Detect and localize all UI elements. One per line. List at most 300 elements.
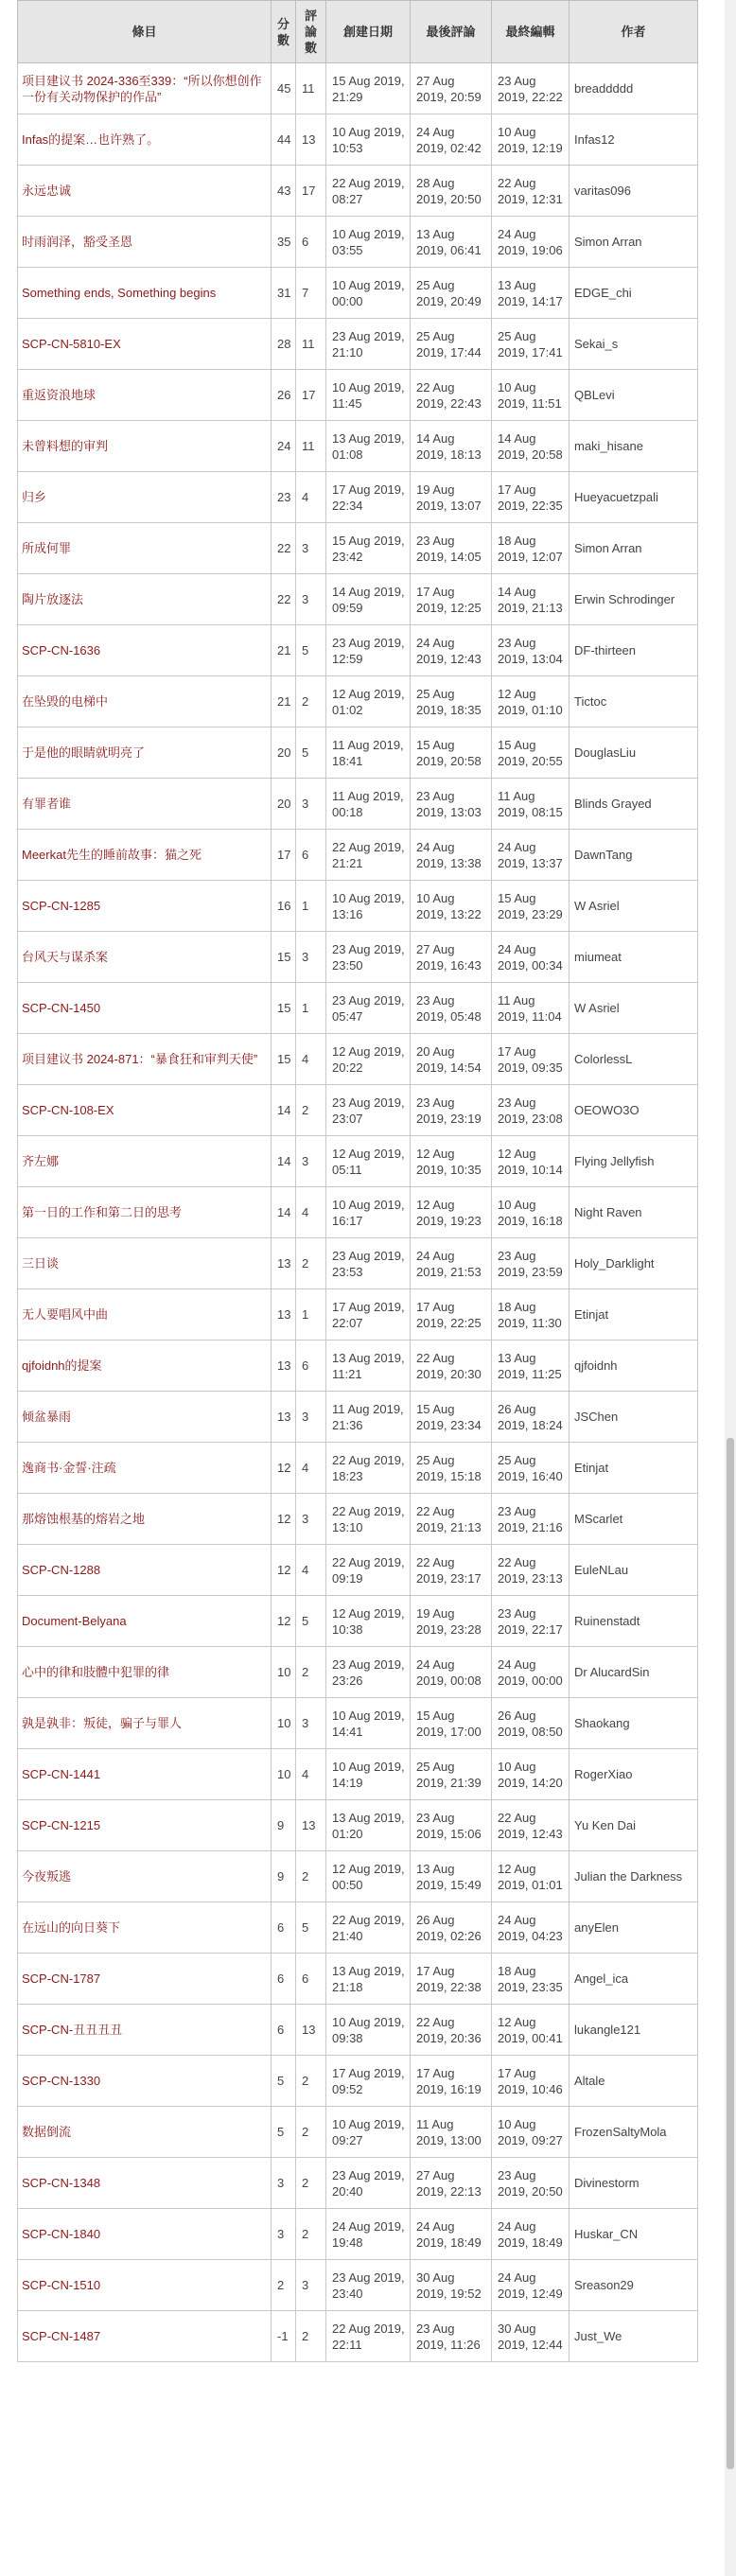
last-edit-cell: 25 Aug 2019, 17:41 [492, 319, 570, 370]
title-cell [18, 1238, 272, 1289]
page-title-link[interactable]: SCP-CN-1215 [22, 1818, 101, 1832]
created-date-cell: 17 Aug 2019, 22:34 [326, 472, 411, 523]
table-row [18, 1187, 698, 1238]
score-cell: 9 [272, 1851, 296, 1902]
page-title-link[interactable]: 于是他的眼睛就明亮了 [22, 745, 146, 760]
page-title-link[interactable]: SCP-CN-丑丑丑丑 [22, 2023, 123, 2037]
title-cell [18, 1698, 272, 1749]
page-title-link[interactable]: SCP-CN-1510 [22, 2278, 101, 2292]
comments-cell: 2 [296, 2107, 326, 2158]
last-comment-cell: 19 Aug 2019, 13:07 [411, 472, 492, 523]
last-comment-cell: 15 Aug 2019, 17:00 [411, 1698, 492, 1749]
author-cell: Simon Arran [570, 217, 698, 268]
page-title-link[interactable]: SCP-CN-5810-EX [22, 337, 121, 351]
score-cell: 12 [272, 1545, 296, 1596]
page-title-link[interactable]: Something ends, Something begins [22, 286, 217, 300]
last-comment-cell: 24 Aug 2019, 02:42 [411, 114, 492, 166]
comments-cell: 17 [296, 166, 326, 217]
author-cell: Holy_Darklight [570, 1238, 698, 1289]
author-cell: ColorlessL [570, 1034, 698, 1085]
title-cell [18, 166, 272, 217]
last-edit-cell: 23 Aug 2019, 23:59 [492, 1238, 570, 1289]
comments-cell: 3 [296, 932, 326, 983]
page-title-link[interactable]: 在坠毁的电梯中 [22, 694, 109, 709]
last-comment-cell: 10 Aug 2019, 13:22 [411, 881, 492, 932]
scrollbar-track[interactable] [725, 0, 736, 2576]
author-cell: Sreason29 [570, 2260, 698, 2311]
author-cell: Erwin Schrodinger [570, 574, 698, 625]
page-title-link[interactable]: SCP-CN-1787 [22, 1971, 101, 1986]
created-date-cell: 12 Aug 2019, 05:11 [326, 1136, 411, 1187]
author-cell: Etinjat [570, 1289, 698, 1341]
author-cell: MScarlet [570, 1494, 698, 1545]
page-title-link[interactable]: 倾盆暴雨 [22, 1410, 72, 1424]
created-date-cell: 12 Aug 2019, 20:22 [326, 1034, 411, 1085]
comments-cell: 2 [296, 2311, 326, 2362]
page-title-link[interactable]: 无人要唱风中曲 [22, 1307, 109, 1322]
score-cell: 28 [272, 319, 296, 370]
comments-cell: 4 [296, 1443, 326, 1494]
page-title-link[interactable]: 项目建议书 2024-871：“暴食狂和审判天使” [22, 1052, 258, 1066]
page-title-link[interactable]: SCP-CN-1487 [22, 2329, 101, 2343]
title-cell [18, 830, 272, 881]
last-comment-cell: 25 Aug 2019, 21:39 [411, 1749, 492, 1800]
last-edit-cell: 22 Aug 2019, 12:43 [492, 1800, 570, 1851]
score-cell: 6 [272, 2005, 296, 2056]
score-cell: 3 [272, 2209, 296, 2260]
author-cell: anyElen [570, 1902, 698, 1954]
page-title-link[interactable]: SCP-CN-1636 [22, 643, 101, 657]
page-title-link[interactable]: 未曾料想的审判 [22, 439, 109, 453]
last-comment-cell: 23 Aug 2019, 11:26 [411, 2311, 492, 2362]
last-edit-cell: 12 Aug 2019, 01:01 [492, 1851, 570, 1902]
last-comment-cell: 24 Aug 2019, 21:53 [411, 1238, 492, 1289]
page-title-link[interactable]: 心中的律和肢體中犯罪的律 [22, 1665, 170, 1679]
author-cell: Yu Ken Dai [570, 1800, 698, 1851]
created-date-cell: 10 Aug 2019, 14:19 [326, 1749, 411, 1800]
title-cell [18, 2158, 272, 2209]
author-cell: varitas096 [570, 166, 698, 217]
scrollbar-thumb[interactable] [727, 1438, 734, 2469]
comments-cell: 2 [296, 2209, 326, 2260]
table-row [18, 1034, 698, 1085]
author-cell: DF-thirteen [570, 625, 698, 676]
comments-cell: 1 [296, 983, 326, 1034]
last-comment-cell: 24 Aug 2019, 00:08 [411, 1647, 492, 1698]
table-row [18, 1341, 698, 1392]
author-cell: EuleNLau [570, 1545, 698, 1596]
table-row [18, 472, 698, 523]
score-cell: 35 [272, 217, 296, 268]
title-cell [18, 1341, 272, 1392]
table-row [18, 114, 698, 166]
page-title-link[interactable]: 三日谈 [22, 1256, 60, 1270]
header-comments[interactable]: 評論數 [296, 1, 326, 63]
page-title-link[interactable]: 永远忠诚 [22, 184, 72, 198]
score-cell: 3 [272, 2158, 296, 2209]
last-edit-cell: 24 Aug 2019, 04:23 [492, 1902, 570, 1954]
title-cell [18, 217, 272, 268]
score-cell: 5 [272, 2107, 296, 2158]
last-edit-cell: 14 Aug 2019, 20:58 [492, 421, 570, 472]
last-edit-cell: 10 Aug 2019, 09:27 [492, 2107, 570, 2158]
page-title-link[interactable]: 所成何罪 [22, 541, 72, 555]
last-edit-cell: 24 Aug 2019, 18:49 [492, 2209, 570, 2260]
score-cell: 2 [272, 2260, 296, 2311]
title-cell [18, 1136, 272, 1187]
page-title-link[interactable]: qjfoidnh的提案 [22, 1358, 102, 1373]
page-title-link[interactable]: 陶片放逐法 [22, 592, 84, 606]
created-date-cell: 22 Aug 2019, 21:21 [326, 830, 411, 881]
title-cell [18, 1085, 272, 1136]
last-comment-cell: 27 Aug 2019, 22:13 [411, 2158, 492, 2209]
created-date-cell: 17 Aug 2019, 09:52 [326, 2056, 411, 2107]
last-edit-cell: 13 Aug 2019, 11:25 [492, 1341, 570, 1392]
score-cell: 43 [272, 166, 296, 217]
title-cell [18, 1851, 272, 1902]
title-cell [18, 2107, 272, 2158]
table-row [18, 1136, 698, 1187]
title-cell [18, 2056, 272, 2107]
title-cell [18, 1954, 272, 2005]
page-title-link[interactable]: 数据倒流 [22, 2125, 72, 2139]
table-row [18, 63, 698, 114]
table-row [18, 676, 698, 727]
created-date-cell: 10 Aug 2019, 03:55 [326, 217, 411, 268]
last-edit-cell: 10 Aug 2019, 14:20 [492, 1749, 570, 1800]
page-title-link[interactable]: Meerkat先生的睡前故事：猫之死 [22, 848, 202, 862]
table-row [18, 1698, 698, 1749]
page-title-link[interactable]: SCP-CN-1840 [22, 2227, 101, 2241]
author-cell: Etinjat [570, 1443, 698, 1494]
page-title-link[interactable]: 孰是孰非：叛徒，骗子与罪人 [22, 1716, 183, 1730]
last-comment-cell: 17 Aug 2019, 12:25 [411, 574, 492, 625]
created-date-cell: 12 Aug 2019, 00:50 [326, 1851, 411, 1902]
last-comment-cell: 25 Aug 2019, 15:18 [411, 1443, 492, 1494]
comments-cell: 6 [296, 1954, 326, 2005]
comments-cell: 4 [296, 1545, 326, 1596]
score-cell: 16 [272, 881, 296, 932]
last-edit-cell: 17 Aug 2019, 09:35 [492, 1034, 570, 1085]
created-date-cell: 23 Aug 2019, 12:59 [326, 625, 411, 676]
score-cell: 6 [272, 1954, 296, 2005]
score-cell: 15 [272, 1034, 296, 1085]
author-cell: maki_hisane [570, 421, 698, 472]
last-comment-cell: 17 Aug 2019, 22:38 [411, 1954, 492, 2005]
author-cell: Blinds Grayed [570, 779, 698, 830]
page-list-table [17, 0, 698, 2362]
comments-cell: 2 [296, 2158, 326, 2209]
page-title-link[interactable]: 归乡 [22, 490, 47, 504]
last-edit-cell: 12 Aug 2019, 10:14 [492, 1136, 570, 1187]
last-comment-cell: 12 Aug 2019, 19:23 [411, 1187, 492, 1238]
created-date-cell: 24 Aug 2019, 19:48 [326, 2209, 411, 2260]
comments-cell: 17 [296, 370, 326, 421]
title-cell [18, 472, 272, 523]
page-title-link[interactable]: SCP-CN-1348 [22, 2176, 101, 2190]
last-comment-cell: 23 Aug 2019, 15:06 [411, 1800, 492, 1851]
header-title[interactable]: 條目 [18, 1, 272, 63]
author-cell: DouglasLiu [570, 727, 698, 779]
score-cell: -1 [272, 2311, 296, 2362]
table-row [18, 2107, 698, 2158]
last-edit-cell: 11 Aug 2019, 11:04 [492, 983, 570, 1034]
comments-cell: 6 [296, 830, 326, 881]
comments-cell: 2 [296, 1238, 326, 1289]
last-edit-cell: 12 Aug 2019, 01:10 [492, 676, 570, 727]
last-comment-cell: 11 Aug 2019, 13:00 [411, 2107, 492, 2158]
table-row [18, 1954, 698, 2005]
last-comment-cell: 12 Aug 2019, 10:35 [411, 1136, 492, 1187]
header-created[interactable]: 創建日期 [326, 1, 411, 63]
last-comment-cell: 26 Aug 2019, 02:26 [411, 1902, 492, 1954]
score-cell: 20 [272, 779, 296, 830]
table-row [18, 932, 698, 983]
author-cell: Hueyacuetzpali [570, 472, 698, 523]
table-row [18, 1647, 698, 1698]
title-cell [18, 779, 272, 830]
header-author[interactable]: 作者 [570, 1, 698, 63]
last-comment-cell: 14 Aug 2019, 18:13 [411, 421, 492, 472]
table-row [18, 217, 698, 268]
table-row [18, 523, 698, 574]
table-row [18, 1494, 698, 1545]
author-cell: Simon Arran [570, 523, 698, 574]
last-edit-cell: 10 Aug 2019, 11:51 [492, 370, 570, 421]
header-score[interactable]: 分數 [272, 1, 296, 63]
last-edit-cell: 22 Aug 2019, 23:13 [492, 1545, 570, 1596]
score-cell: 6 [272, 1902, 296, 1954]
title-cell [18, 114, 272, 166]
title-cell [18, 727, 272, 779]
created-date-cell: 12 Aug 2019, 01:02 [326, 676, 411, 727]
last-comment-cell: 23 Aug 2019, 23:19 [411, 1085, 492, 1136]
page-title-link[interactable]: 那熔蚀根基的熔岩之地 [22, 1512, 146, 1526]
last-edit-cell: 26 Aug 2019, 18:24 [492, 1392, 570, 1443]
table-row [18, 727, 698, 779]
last-edit-cell: 23 Aug 2019, 20:50 [492, 2158, 570, 2209]
page-title-link[interactable]: Document-Belyana [22, 1614, 127, 1628]
last-edit-cell: 23 Aug 2019, 13:04 [492, 625, 570, 676]
page-title-link[interactable]: Infas的提案…也许熟了。 [22, 132, 160, 147]
score-cell: 13 [272, 1289, 296, 1341]
title-cell [18, 1034, 272, 1085]
last-comment-cell: 23 Aug 2019, 05:48 [411, 983, 492, 1034]
author-cell: Altale [570, 2056, 698, 2107]
last-comment-cell: 25 Aug 2019, 18:35 [411, 676, 492, 727]
header-last-comment[interactable]: 最後評論 [411, 1, 492, 63]
created-date-cell: 23 Aug 2019, 20:40 [326, 2158, 411, 2209]
author-cell: Tictoc [570, 676, 698, 727]
table-row [18, 881, 698, 932]
page-title-link[interactable]: 逸商书·金誓·注疏 [22, 1461, 116, 1475]
last-edit-cell: 24 Aug 2019, 13:37 [492, 830, 570, 881]
created-date-cell: 10 Aug 2019, 09:38 [326, 2005, 411, 2056]
comments-cell: 11 [296, 63, 326, 114]
last-comment-cell: 15 Aug 2019, 20:58 [411, 727, 492, 779]
last-comment-cell: 22 Aug 2019, 20:36 [411, 2005, 492, 2056]
author-cell: Infas12 [570, 114, 698, 166]
author-cell: QBLevi [570, 370, 698, 421]
score-cell: 17 [272, 830, 296, 881]
page-title-link[interactable]: SCP-CN-1441 [22, 1767, 101, 1781]
last-edit-cell: 23 Aug 2019, 22:22 [492, 63, 570, 114]
created-date-cell: 22 Aug 2019, 22:11 [326, 2311, 411, 2362]
created-date-cell: 14 Aug 2019, 09:59 [326, 574, 411, 625]
score-cell: 12 [272, 1494, 296, 1545]
last-edit-cell: 10 Aug 2019, 16:18 [492, 1187, 570, 1238]
created-date-cell: 10 Aug 2019, 14:41 [326, 1698, 411, 1749]
score-cell: 23 [272, 472, 296, 523]
page-title-link[interactable]: SCP-CN-108-EX [22, 1103, 114, 1117]
title-cell [18, 1494, 272, 1545]
page-title-link[interactable]: 齐左娜 [22, 1154, 60, 1168]
created-date-cell: 23 Aug 2019, 05:47 [326, 983, 411, 1034]
title-cell [18, 523, 272, 574]
table-row [18, 319, 698, 370]
table-row [18, 421, 698, 472]
comments-cell: 4 [296, 1187, 326, 1238]
table-row [18, 1902, 698, 1954]
author-cell: FrozenSaltyMola [570, 2107, 698, 2158]
page-title-link[interactable]: 时雨润泽，豁受圣恩 [22, 235, 133, 249]
score-cell: 10 [272, 1749, 296, 1800]
score-cell: 5 [272, 2056, 296, 2107]
last-edit-cell: 14 Aug 2019, 21:13 [492, 574, 570, 625]
last-comment-cell: 27 Aug 2019, 16:43 [411, 932, 492, 983]
last-comment-cell: 13 Aug 2019, 06:41 [411, 217, 492, 268]
score-cell: 22 [272, 523, 296, 574]
title-cell [18, 2260, 272, 2311]
table-row [18, 2005, 698, 2056]
last-comment-cell: 22 Aug 2019, 20:30 [411, 1341, 492, 1392]
last-comment-cell: 17 Aug 2019, 16:19 [411, 2056, 492, 2107]
page-title-link[interactable]: SCP-CN-1450 [22, 1001, 101, 1015]
last-comment-cell: 25 Aug 2019, 17:44 [411, 319, 492, 370]
score-cell: 14 [272, 1187, 296, 1238]
comments-cell: 7 [296, 268, 326, 319]
score-cell: 21 [272, 625, 296, 676]
comments-cell: 3 [296, 574, 326, 625]
table-row [18, 1392, 698, 1443]
table-header-row [18, 1, 698, 63]
created-date-cell: 22 Aug 2019, 13:10 [326, 1494, 411, 1545]
last-edit-cell: 24 Aug 2019, 19:06 [492, 217, 570, 268]
last-edit-cell: 12 Aug 2019, 00:41 [492, 2005, 570, 2056]
page-title-link[interactable]: SCP-CN-1285 [22, 899, 101, 913]
last-comment-cell: 27 Aug 2019, 20:59 [411, 63, 492, 114]
page-title-link[interactable]: 今夜叛逃 [22, 1869, 72, 1884]
title-cell [18, 574, 272, 625]
last-comment-cell: 22 Aug 2019, 22:43 [411, 370, 492, 421]
score-cell: 12 [272, 1443, 296, 1494]
last-comment-cell: 22 Aug 2019, 23:17 [411, 1545, 492, 1596]
comments-cell: 13 [296, 1800, 326, 1851]
header-last-edit[interactable]: 最終編輯 [492, 1, 570, 63]
title-cell [18, 1647, 272, 1698]
page-title-link[interactable]: 重返资浪地球 [22, 388, 96, 402]
score-cell: 45 [272, 63, 296, 114]
table-row [18, 2311, 698, 2362]
last-comment-cell: 23 Aug 2019, 14:05 [411, 523, 492, 574]
created-date-cell: 15 Aug 2019, 23:42 [326, 523, 411, 574]
comments-cell: 4 [296, 1749, 326, 1800]
score-cell: 9 [272, 1800, 296, 1851]
title-cell [18, 1749, 272, 1800]
table-row [18, 2260, 698, 2311]
score-cell: 14 [272, 1085, 296, 1136]
table-row [18, 1443, 698, 1494]
table-body [18, 63, 698, 2362]
page-title-link[interactable]: SCP-CN-1288 [22, 1563, 101, 1577]
title-cell [18, 319, 272, 370]
table-row [18, 1289, 698, 1341]
last-edit-cell: 18 Aug 2019, 11:30 [492, 1289, 570, 1341]
created-date-cell: 10 Aug 2019, 16:17 [326, 1187, 411, 1238]
table-row [18, 2209, 698, 2260]
table-row [18, 574, 698, 625]
title-cell [18, 1596, 272, 1647]
comments-cell: 13 [296, 114, 326, 166]
author-cell: Just_We [570, 2311, 698, 2362]
author-cell: lukangle121 [570, 2005, 698, 2056]
page-title-link[interactable]: 在远山的向日葵下 [22, 1920, 121, 1935]
created-date-cell: 22 Aug 2019, 09:19 [326, 1545, 411, 1596]
page-title-link[interactable]: 有罪者谁 [22, 797, 72, 811]
comments-cell: 11 [296, 421, 326, 472]
last-edit-cell: 17 Aug 2019, 22:35 [492, 472, 570, 523]
created-date-cell: 10 Aug 2019, 09:27 [326, 2107, 411, 2158]
score-cell: 22 [272, 574, 296, 625]
comments-cell: 4 [296, 472, 326, 523]
page-title-link[interactable]: 台风天与谋杀案 [22, 950, 109, 964]
comments-cell: 3 [296, 1136, 326, 1187]
page-title-link[interactable]: 项目建议书 2024-336至339：“所以你想创作一份有关动物保护的作品” [22, 73, 262, 104]
comments-cell: 3 [296, 779, 326, 830]
comments-cell: 3 [296, 523, 326, 574]
last-edit-cell: 30 Aug 2019, 12:44 [492, 2311, 570, 2362]
score-cell: 15 [272, 983, 296, 1034]
last-comment-cell: 24 Aug 2019, 13:38 [411, 830, 492, 881]
created-date-cell: 23 Aug 2019, 23:07 [326, 1085, 411, 1136]
title-cell [18, 370, 272, 421]
last-comment-cell: 24 Aug 2019, 12:43 [411, 625, 492, 676]
last-comment-cell: 13 Aug 2019, 15:49 [411, 1851, 492, 1902]
author-cell: breaddddd [570, 63, 698, 114]
comments-cell: 2 [296, 1851, 326, 1902]
comments-cell: 1 [296, 881, 326, 932]
page-title-link[interactable]: 第一日的工作和第二日的思考 [22, 1205, 183, 1219]
score-cell: 15 [272, 932, 296, 983]
author-cell: W Asriel [570, 881, 698, 932]
author-cell: miumeat [570, 932, 698, 983]
table-row [18, 983, 698, 1034]
score-cell: 10 [272, 1647, 296, 1698]
table-row [18, 1085, 698, 1136]
table-row [18, 625, 698, 676]
last-edit-cell: 25 Aug 2019, 16:40 [492, 1443, 570, 1494]
score-cell: 26 [272, 370, 296, 421]
created-date-cell: 11 Aug 2019, 21:36 [326, 1392, 411, 1443]
comments-cell: 11 [296, 319, 326, 370]
last-comment-cell: 25 Aug 2019, 20:49 [411, 268, 492, 319]
title-cell [18, 881, 272, 932]
title-cell [18, 2005, 272, 2056]
title-cell [18, 1800, 272, 1851]
page-title-link[interactable]: SCP-CN-1330 [22, 2074, 101, 2088]
created-date-cell: 11 Aug 2019, 18:41 [326, 727, 411, 779]
table-row [18, 2158, 698, 2209]
